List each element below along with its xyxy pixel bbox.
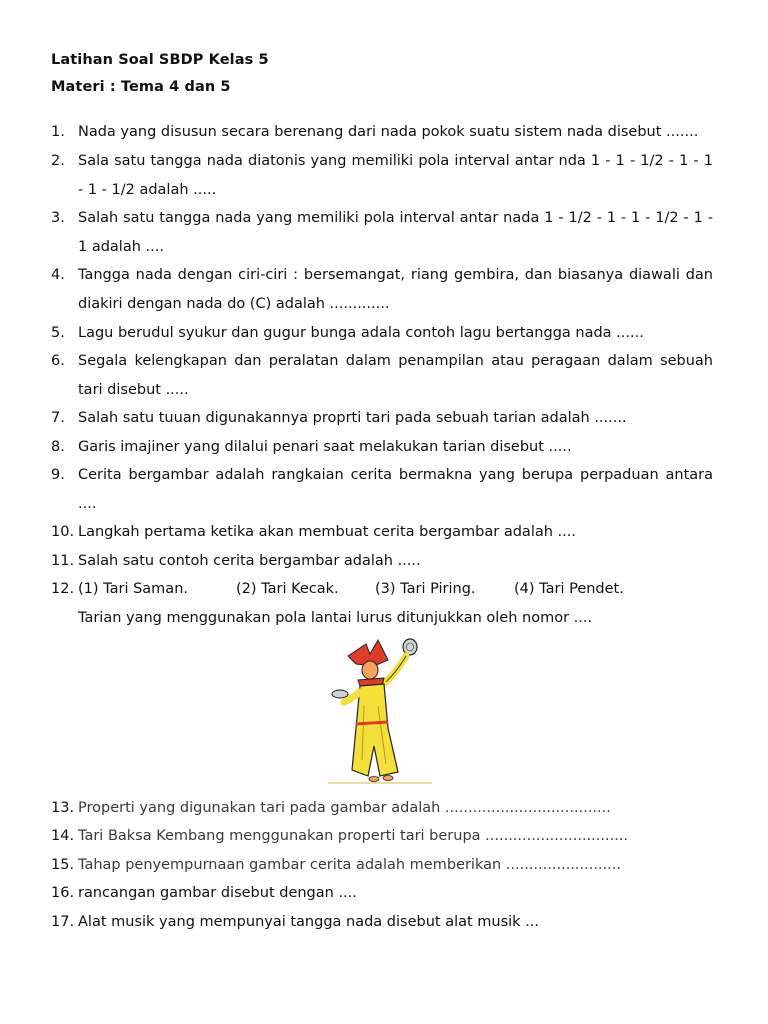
question-item <box>51 319 713 348</box>
question-text: Salah satu contoh cerita bergambar adalah ..... <box>78 553 421 569</box>
question-number: 11. <box>51 553 75 569</box>
question-item <box>51 518 713 547</box>
question-text: Garis imajiner yang dilalui penari saat melakukan tarian disebut ..... <box>78 439 572 455</box>
question-item <box>51 461 713 518</box>
question-number: 16. <box>51 885 75 901</box>
question-text: Nada yang disusun secara berenang dari nada pokok suatu sistem nada disebut ....... <box>78 124 699 140</box>
option-item: (2) Tari Kecak. <box>236 581 339 597</box>
question-item <box>51 547 713 576</box>
question-item <box>51 118 713 147</box>
question-number: 15. <box>51 857 75 873</box>
question-text: Lagu berudul syukur dan gugur bunga adala contoh lagu bertangga nada ...... <box>78 325 644 341</box>
question-item <box>51 879 713 908</box>
question-text: rancangan gambar disebut dengan .... <box>78 885 357 901</box>
question-text: Salah satu tangga nada yang memiliki pola interval antar nada 1 - 1/2 - 1 - 1 - 1/2 - 1 - 1 adalah .... <box>78 210 713 255</box>
question-item <box>51 575 713 632</box>
question-number: 3. <box>51 210 65 226</box>
question-item <box>51 147 713 204</box>
question-item <box>51 433 713 462</box>
question-text: Properti yang digunakan tari pada gambar adalah .................................... <box>78 800 611 816</box>
question-number: 1. <box>51 124 65 140</box>
option-item: (4) Tari Pendet. <box>514 581 624 597</box>
question-text: Tarian yang menggunakan pola lantai lurus ditunjukkan oleh nomor .... <box>78 609 593 626</box>
question-item <box>51 261 713 318</box>
question-number: 6. <box>51 353 65 369</box>
question-number: 7. <box>51 410 65 426</box>
question-item <box>51 204 713 261</box>
question-text: Tari Baksa Kembang menggunakan properti tari berupa ............................... <box>78 828 629 844</box>
question-item <box>51 822 713 851</box>
dance-options <box>78 575 713 604</box>
dancer-icon <box>326 636 434 784</box>
question-text: Langkah pertama ketika akan membuat cerita bergambar adalah .... <box>78 524 576 540</box>
question-text: Alat musik yang mempunyai tangga nada disebut alat musik ... <box>78 914 540 930</box>
question-text: Salah satu tuuan digunakannya proprti tari pada sebuah tarian adalah ....... <box>78 410 627 426</box>
question-number: 13. <box>51 800 75 816</box>
question-text: Segala kelengkapan dan peralatan dalam penampilan atau peragaan dalam sebuah tari disebut ..... <box>78 353 713 398</box>
question-item <box>51 908 713 937</box>
option-item: (3) Tari Piring. <box>375 581 476 597</box>
dancer-illustration <box>326 636 434 784</box>
page-subtitle: Materi : Tema 4 dan 5 <box>51 79 231 95</box>
question-item <box>51 347 713 404</box>
question-number: 5. <box>51 325 65 341</box>
question-number: 10. <box>51 524 75 540</box>
question-number: 2. <box>51 153 65 169</box>
question-text: Cerita bergambar adalah rangkaian cerita bermakna yang berupa perpaduan antara .... <box>78 467 713 512</box>
question-number: 17. <box>51 914 75 930</box>
question-number: 8. <box>51 439 65 455</box>
question-number: 9. <box>51 467 65 483</box>
question-text: Tahap penyempurnaan gambar cerita adalah memberikan ......................... <box>78 857 621 873</box>
page-title: Latihan Soal SBDP Kelas 5 <box>51 52 269 68</box>
question-item <box>51 851 713 880</box>
question-number: 4. <box>51 267 65 283</box>
question-number: 14. <box>51 828 75 844</box>
question-item <box>51 794 713 823</box>
question-text: Tangga nada dengan ciri-ciri : bersemangat, riang gembira, dan biasanya diawali dan diakiri dengan nada do (C) adalah ............. <box>78 267 713 312</box>
question-number: 12. <box>51 581 75 597</box>
question-text: Sala satu tangga nada diatonis yang memiliki pola interval antar nda 1 - 1 - 1/2 - 1 - 1 - 1 - 1/2 adalah ..... <box>78 153 713 198</box>
option-item: (1) Tari Saman. <box>78 581 188 597</box>
question-item <box>51 404 713 433</box>
